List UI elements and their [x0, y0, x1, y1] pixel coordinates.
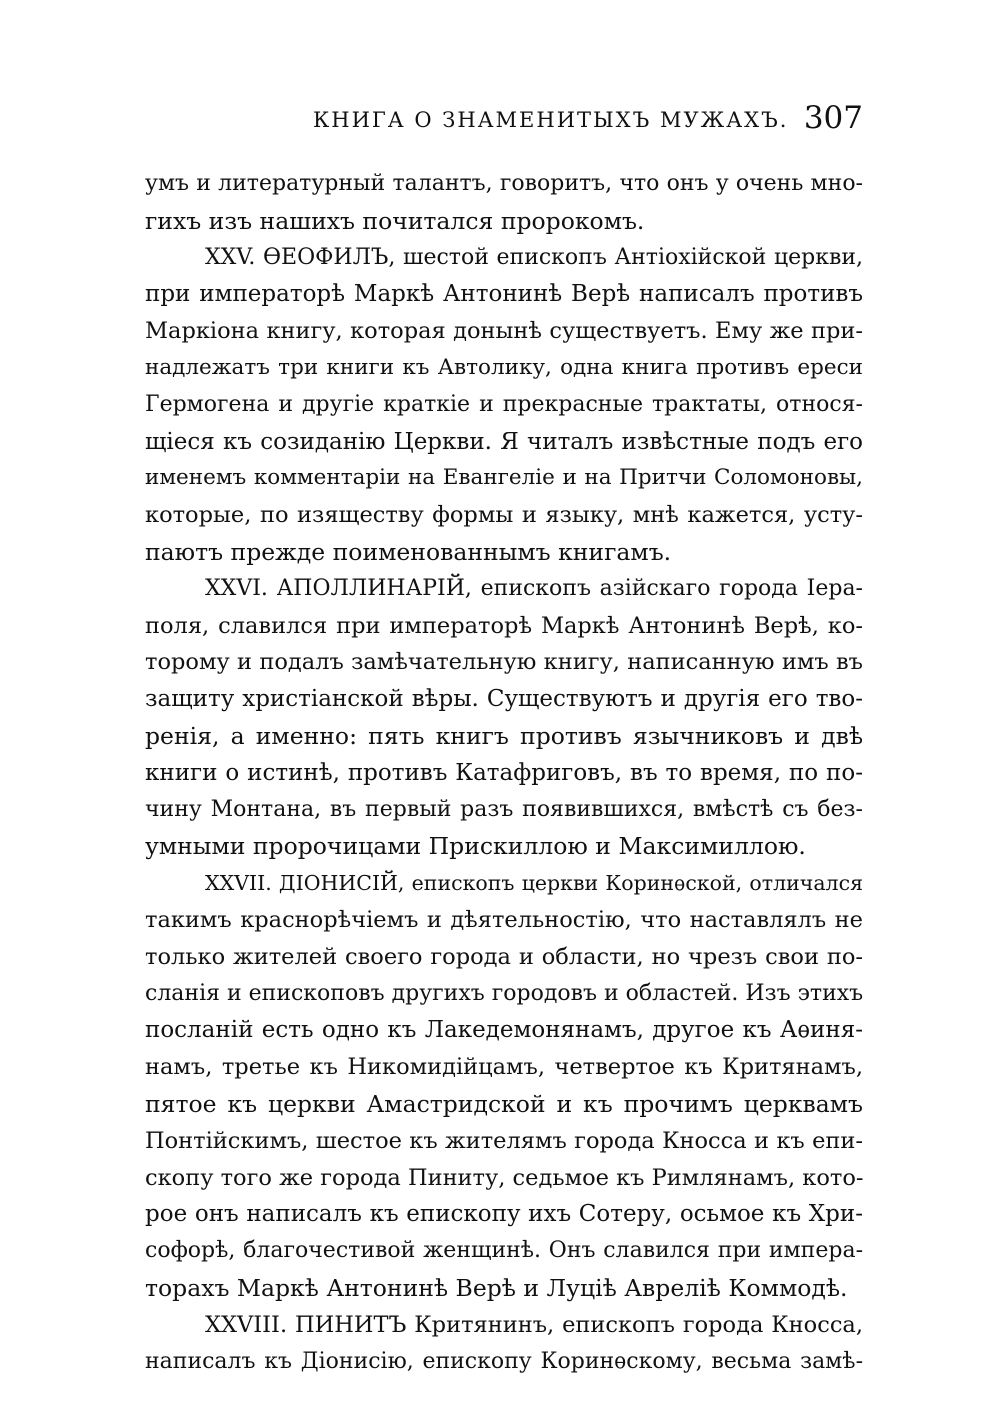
- text-line: XXVII. ДІОНИСІЙ, епископъ церкви Коринѳской, отличался: [205, 871, 863, 896]
- text-line: такимъ краснорѣчіемъ и дѣятельностію, что наставлялъ не: [145, 906, 863, 933]
- text-line: именемъ комментаріи на Евангеліе и на Притчи Соломоновы,: [145, 465, 863, 491]
- text-line: ренія, а именно: пять книгъ противъ язычниковъ и двѣ: [145, 721, 863, 750]
- text-line: торахъ Маркѣ Антонинѣ Верѣ и Луціѣ Авреліѣ Коммодѣ.: [145, 1273, 848, 1302]
- text-line: при императорѣ Маркѣ Антонинѣ Верѣ написалъ противъ: [145, 281, 863, 308]
- text-line: софорѣ, благочестивой женщинѣ. Онъ славился при импера-: [145, 1238, 863, 1264]
- text-line: Маркіона книгу, которая донынѣ существуетъ. Ему же при-: [145, 318, 863, 345]
- text-line: сланія и епископовъ другихъ городовъ и областей. Изъ этихъ: [145, 980, 863, 1006]
- text-line: посланій есть одно къ Лакедемонянамъ, другое къ Аѳиня-: [145, 1017, 863, 1044]
- text-line: Понтійскимъ, шестое къ жителямъ города Кносса и къ епи-: [145, 1127, 863, 1154]
- text-line: только жителей своего города и области, но чрезъ свои по-: [145, 943, 863, 970]
- text-line: пятое къ церкви Амастридской и къ прочимъ церквамъ: [145, 1089, 863, 1118]
- text-line: паютъ прежде поименованнымъ книгамъ.: [145, 537, 672, 566]
- page-header: [145, 100, 863, 150]
- text-line: XXV. ѲЕОФИЛЪ, шестой епископъ Антіохійской церкви,: [205, 244, 863, 270]
- text-line: скопу того же города Пиниту, седьмое къ Римлянамъ, кото-: [145, 1164, 863, 1191]
- page-number: 307: [803, 100, 863, 136]
- text-line: умъ и литературный талантъ, говоритъ, что онъ у очень мно-: [145, 171, 863, 196]
- text-line: гихъ изъ нашихъ почитался пророкомъ.: [145, 206, 645, 235]
- book-page: [145, 100, 863, 1380]
- text-line: щіеся къ созиданію Церкви. Я читалъ извѣстные подъ его: [145, 428, 863, 455]
- text-line: надлежатъ три книги къ Автолику, одна книга противъ ереси: [145, 354, 863, 380]
- running-title: КНИГА О ЗНАМЕНИТЫХЪ МУЖАХЪ.: [313, 108, 789, 132]
- text-line: Гермогена и другіе краткіе и прекрасные трактаты, относя-: [145, 391, 863, 417]
- text-line: которые, по изяществу формы и языку, мнѣ кажется, усту-: [145, 502, 863, 529]
- text-line: защиту христіанской вѣры. Существуютъ и другія его тво-: [145, 686, 863, 713]
- text-line: торому и подалъ замѣчательную книгу, написанную имъ въ: [145, 649, 863, 676]
- text-line: XXVIII. ПИНИТЪ Критянинъ, епископъ города Кносса,: [205, 1311, 863, 1338]
- text-line: умными пророчицами Прискиллою и Максимиллою.: [145, 832, 806, 861]
- text-line: XXVI. АПОЛЛИНАРІЙ, епископъ азійскаго города Іера-: [205, 575, 863, 601]
- text-line: поля, славился при императорѣ Маркѣ Антонинѣ Верѣ, ко-: [145, 612, 863, 639]
- text-line: рое онъ написалъ къ епископу ихъ Сотеру, осьмое къ Хри-: [145, 1201, 863, 1228]
- text-line: намъ, третье къ Никомидійцамъ, четвертое къ Критянамъ,: [145, 1054, 863, 1081]
- text-line: книги о истинѣ, противъ Катафриговъ, въ то время, по по-: [145, 759, 863, 786]
- body-text: [145, 166, 863, 1380]
- text-line: написалъ къ Діонисію, епископу Коринѳскому, весьма замѣ-: [145, 1348, 863, 1374]
- text-line: чину Монтана, въ первый разъ появившихся, вмѣстѣ съ без-: [145, 796, 863, 822]
